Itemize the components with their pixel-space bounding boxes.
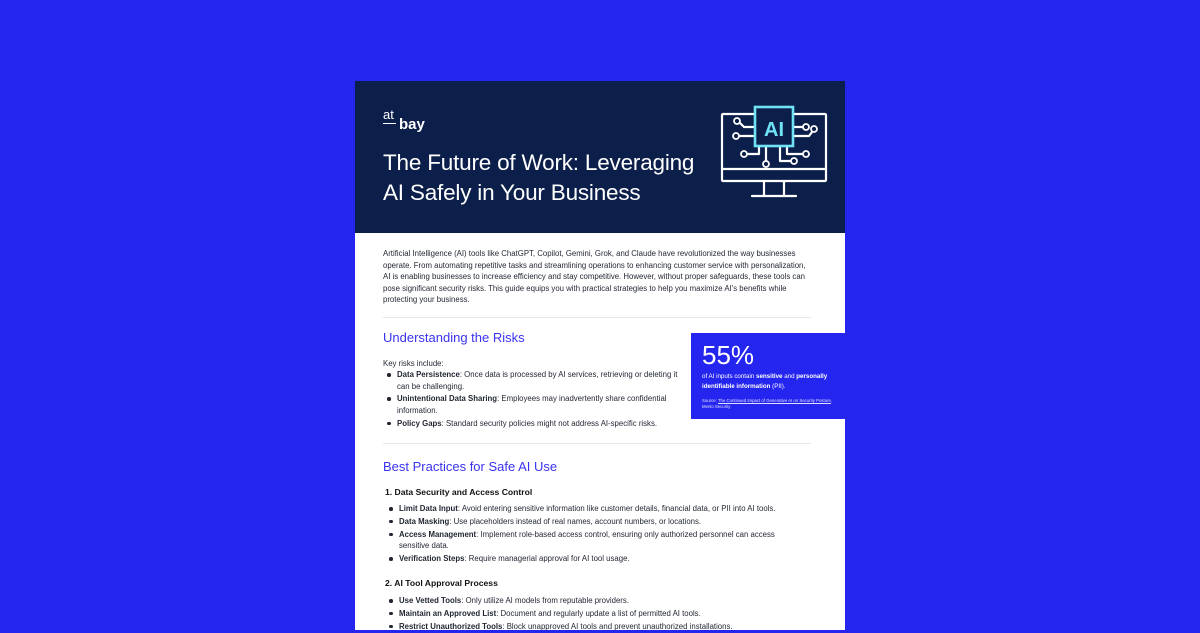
stat-source: Source: The Continued Impact of Generative AI on Security Posture, Menlo Security <box>702 398 833 409</box>
risks-lead: Key risks include: <box>383 359 444 368</box>
document-page <box>355 81 845 630</box>
stat-description: of AI inputs contain sensitive and personally identifiable information (PII). <box>702 373 828 390</box>
ai-monitor-circuit-icon <box>719 103 829 213</box>
tool-approval-list <box>385 595 805 633</box>
data-security-list <box>385 503 805 566</box>
page-title: The Future of Work: Leveraging AI Safely in Your Business <box>383 150 695 205</box>
list-item: Maintain an Approved List: Document and regularly update a list of permitted AI tools. <box>385 608 805 620</box>
list-item: Access Management: Implement role-based access control, ensuring only authorized personnel can access sensitive data. <box>385 529 805 552</box>
stat-callout <box>691 333 846 419</box>
practices-heading: Best Practices for Safe AI Use <box>383 459 558 474</box>
source-link[interactable]: The Continued Impact of Generative AI on Security Posture <box>717 398 831 403</box>
hero-header <box>355 81 845 233</box>
divider <box>383 317 811 318</box>
ai-chip-label: AI <box>764 119 784 141</box>
logo-bay: bay <box>399 116 425 133</box>
list-item: Restrict Unauthorized Tools: Block unapproved AI tools and prevent unauthorized installations. <box>385 621 805 633</box>
section-heading-data-security: 1. Data Security and Access Control <box>385 487 533 497</box>
list-item: Data Persistence: Once data is processed by AI services, retrieving or deleting it can be challenging. <box>383 369 683 392</box>
section-heading-tool-approval: 2. AI Tool Approval Process <box>385 578 498 588</box>
divider <box>383 443 811 444</box>
risks-heading: Understanding the Risks <box>383 330 525 345</box>
logo-at: at <box>383 107 394 122</box>
risks-list <box>383 369 683 431</box>
list-item: Verification Steps: Require managerial approval for AI tool usage. <box>385 553 805 565</box>
list-item: Policy Gaps: Standard security policies might not address AI-specific risks. <box>383 418 683 430</box>
intro-paragraph: Artificial Intelligence (AI) tools like ChatGPT, Copilot, Gemini, Grok, and Claude have revolutionized the way businesses operate. From automating repetitive tasks and streamlining operations to enhancing customer service with personalization, AI is enabling businesses to increase efficiency and stay competitive. However, without proper safeguards, these tools can pose significant security risks. This guide equips you with practical strategies to help you maximize AI's benefits while protecting your business. <box>383 249 806 305</box>
list-item: Use Vetted Tools: Only utilize AI models from reputable providers. <box>385 595 805 607</box>
stat-value: 55% <box>702 340 755 370</box>
list-item: Data Masking: Use placeholders instead of real names, account numbers, or locations. <box>385 516 805 528</box>
list-item: Unintentional Data Sharing: Employees may inadvertently share confidential information. <box>383 393 683 416</box>
list-item: Limit Data Input: Avoid entering sensitive information like customer details, financial data, or PII into AI tools. <box>385 503 805 515</box>
